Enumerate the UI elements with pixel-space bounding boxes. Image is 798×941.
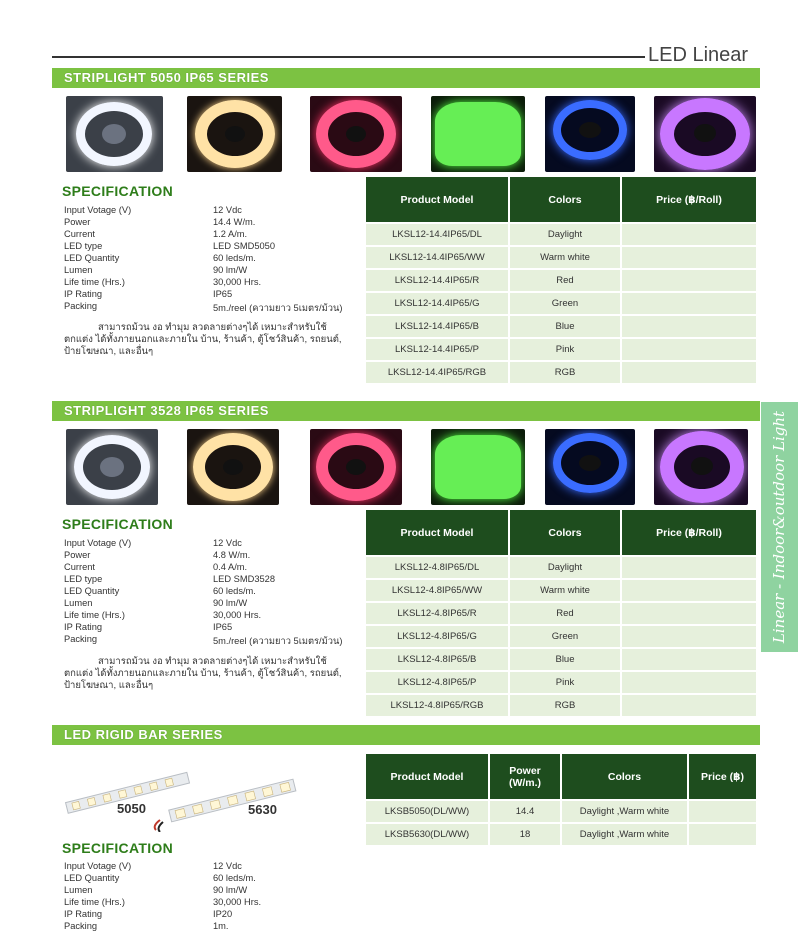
table-row: [366, 316, 756, 337]
spec-label: LED type: [64, 574, 103, 584]
table-cell: [622, 695, 756, 716]
table-cell: [622, 626, 756, 647]
table-cell: Pink: [510, 339, 620, 360]
description-3528: สามารถม้วน งอ ทำมุม ลวดลายต่างๆได้ เหมาะสำหรับใช้ตกแต่ง ได้ทั้งภายนอกและภายใน บ้าน, ร้านค้า, ตู้โชว์สินค้า, รถยนต์, ป้ายโฆษณา, และอื่นๆ: [64, 656, 342, 691]
table-cell: LKSB5050(DL/WW): [366, 801, 488, 822]
table-cell: Daylight ,Warm white: [562, 801, 687, 822]
table-cell: LKSL12-4.8IP65/WW: [366, 580, 508, 601]
strip-photo-red: [310, 429, 402, 505]
table-row: [366, 580, 756, 601]
spec-label: IP Rating: [64, 289, 103, 299]
table-cell: RGB: [510, 695, 620, 716]
strip-photo-blue: [545, 429, 635, 505]
table-cell: Warm white: [510, 580, 620, 601]
table-cell: LKSL12-14.4IP65/WW: [366, 247, 508, 268]
table-cell: [622, 603, 756, 624]
table-cell: Daylight: [510, 557, 620, 578]
col-header-power: Power (W/m.): [490, 754, 560, 799]
table-row: [366, 626, 756, 647]
spec-value: LED SMD5050: [213, 241, 276, 251]
table-header-row: [366, 177, 756, 222]
table-row: [366, 557, 756, 578]
spec-label: Input Votage (V): [64, 205, 132, 215]
page-title: LED Linear: [648, 44, 749, 66]
table-cell: LKSL12-4.8IP65/G: [366, 626, 508, 647]
col-header-colors: Colors: [510, 177, 620, 222]
spec-label: IP Rating: [64, 909, 103, 919]
table-cell: RGB: [510, 362, 620, 383]
table-cell: [622, 672, 756, 693]
spec-value: 1.2 A/m.: [213, 229, 248, 239]
table-row: [366, 672, 756, 693]
spec-value: 30,000 Hrs.: [213, 277, 262, 287]
table-cell: LKSL12-4.8IP65/B: [366, 649, 508, 670]
spec-label: LED Quantity: [64, 253, 120, 263]
table-row: [366, 293, 756, 314]
spec-value: 90 lm/W: [213, 265, 248, 275]
table-cell: [622, 339, 756, 360]
spec-value: 12 Vdc: [213, 538, 242, 548]
col-header-model: Product Model: [366, 510, 508, 555]
rigid-bar-label-5630: 5630: [248, 802, 277, 817]
table-cell: Pink: [510, 672, 620, 693]
spec-label: LED Quantity: [64, 586, 120, 596]
table-cell: LKSL12-14.4IP65/R: [366, 270, 508, 291]
spec-value: 0.4 A/m.: [213, 562, 248, 572]
strip-photo-blue: [545, 96, 635, 172]
spec-label: LED type: [64, 241, 103, 251]
strip-photo-pink: [654, 429, 748, 505]
spec-label: Life time (Hrs.): [64, 897, 125, 907]
spec-label: Current: [64, 229, 96, 239]
table-row: [366, 695, 756, 716]
table-cell: [622, 580, 756, 601]
section-banner-3528: STRIPLIGHT 3528 IP65 SERIES: [52, 401, 760, 421]
spec-value: 14.4 W/m.: [213, 217, 256, 227]
table-cell: Green: [510, 293, 620, 314]
table-cell: LKSL12-14.4IP65/DL: [366, 224, 508, 245]
table-cell: [622, 362, 756, 383]
spec-label: Power: [64, 550, 91, 560]
product-table-3528: [364, 508, 758, 718]
strip-photo-daylight: [66, 429, 158, 505]
col-header-price: Price (฿): [689, 754, 756, 799]
table-cell: LKSL12-14.4IP65/P: [366, 339, 508, 360]
spec-value: 90 lm/W: [213, 598, 248, 608]
strip-photo-green: [431, 96, 525, 172]
table-cell: [622, 293, 756, 314]
spec-value: IP20: [213, 909, 233, 919]
table-cell: [689, 824, 756, 845]
table-row: [366, 339, 756, 360]
table-cell: Daylight ,Warm white: [562, 824, 687, 845]
table-row: [366, 649, 756, 670]
spec-value: 30,000 Hrs.: [213, 610, 262, 620]
table-row: [366, 801, 756, 822]
spec-value: IP65: [213, 289, 233, 299]
table-cell: Blue: [510, 649, 620, 670]
spec-label: LED Quantity: [64, 873, 120, 883]
spec-value: 30,000 Hrs.: [213, 897, 262, 907]
table-cell: [622, 224, 756, 245]
table-row: [366, 270, 756, 291]
spec-label: Lumen: [64, 885, 93, 895]
col-header-price: Price (฿/Roll): [622, 177, 756, 222]
col-header-price: Price (฿/Roll): [622, 510, 756, 555]
table-cell: LKSL12-14.4IP65/B: [366, 316, 508, 337]
table-cell: LKSL12-4.8IP65/P: [366, 672, 508, 693]
spec-label: Input Votage (V): [64, 861, 132, 871]
product-table-rigid: [364, 752, 758, 847]
spec-value: 12 Vdc: [213, 205, 242, 215]
spec-label: Packing: [64, 634, 98, 644]
table-cell: Daylight: [510, 224, 620, 245]
table-cell: [622, 557, 756, 578]
spec-value: 12 Vdc: [213, 861, 242, 871]
table-cell: 18: [490, 824, 560, 845]
spec-label: Life time (Hrs.): [64, 610, 125, 620]
side-category-tab: [761, 402, 798, 652]
table-header-row: [366, 510, 756, 555]
product-table-5050: [364, 175, 758, 385]
table-cell: Blue: [510, 316, 620, 337]
spec-value: 5m./reel (ความยาว 5เมตร/ม้วน): [213, 303, 343, 313]
table-row: [366, 224, 756, 245]
table-cell: [622, 316, 756, 337]
spec-value: 5m./reel (ความยาว 5เมตร/ม้วน): [213, 636, 343, 646]
table-cell: [622, 270, 756, 291]
table-row: [366, 247, 756, 268]
side-category-label: Linear - Indoor&outdoor Light: [770, 410, 789, 644]
spec-title-3528: SPECIFICATION: [62, 516, 173, 532]
table-cell: [622, 649, 756, 670]
spec-title-5050: SPECIFICATION: [62, 183, 173, 199]
spec-value: 4.8 W/m.: [213, 550, 251, 560]
strip-photo-pink: [654, 96, 756, 172]
col-header-colors: Colors: [562, 754, 687, 799]
table-cell: LKSL12-4.8IP65/RGB: [366, 695, 508, 716]
spec-label: IP Rating: [64, 622, 103, 632]
spec-value: IP65: [213, 622, 233, 632]
spec-value: 60 leds/m.: [213, 873, 256, 883]
table-cell: 14.4: [490, 801, 560, 822]
rigid-bar-label-5050: 5050: [117, 801, 146, 816]
spec-label: Input Votage (V): [64, 538, 132, 548]
table-cell: LKSL12-14.4IP65/G: [366, 293, 508, 314]
section-banner-rigid-bar: LED RIGID BAR SERIES: [52, 725, 760, 745]
strip-photo-daylight: [66, 96, 163, 172]
spec-label: Power: [64, 217, 91, 227]
section-banner-5050: STRIPLIGHT 5050 IP65 SERIES: [52, 68, 760, 88]
table-cell: LKSL12-14.4IP65/RGB: [366, 362, 508, 383]
col-header-colors: Colors: [510, 510, 620, 555]
table-cell: Warm white: [510, 247, 620, 268]
spec-label: Lumen: [64, 598, 93, 608]
description-5050: สามารถม้วน งอ ทำมุม ลวดลายต่างๆได้ เหมาะสำหรับใช้ตกแต่ง ได้ทั้งภายนอกและภายใน บ้าน, ร้านค้า, ตู้โชว์สินค้า, รถยนต์, ป้ายโฆษณา, และอื่นๆ: [64, 322, 342, 357]
spec-label: Packing: [64, 921, 98, 931]
table-cell: [689, 801, 756, 822]
table-header-row: [366, 754, 756, 799]
table-cell: LKSL12-4.8IP65/R: [366, 603, 508, 624]
table-cell: LKSB5630(DL/WW): [366, 824, 488, 845]
spec-value: 60 leds/m.: [213, 586, 256, 596]
spec-label: Life time (Hrs.): [64, 277, 125, 287]
photo-strip-3528: [66, 429, 756, 507]
table-cell: LKSL12-4.8IP65/DL: [366, 557, 508, 578]
strip-photo-red: [310, 96, 402, 172]
table-row: [366, 362, 756, 383]
table-cell: Green: [510, 626, 620, 647]
table-cell: Red: [510, 603, 620, 624]
spec-value: LED SMD3528: [213, 574, 276, 584]
photo-strip-5050: [66, 96, 756, 174]
table-cell: [622, 247, 756, 268]
spec-title-rigid: SPECIFICATION: [62, 840, 173, 856]
strip-photo-warm-white: [187, 96, 282, 172]
strip-photo-warm-white: [187, 429, 279, 505]
table-row: [366, 824, 756, 845]
table-cell: Red: [510, 270, 620, 291]
spec-value: 90 lm/W: [213, 885, 248, 895]
rigid-bar-photo: [56, 750, 306, 832]
strip-photo-green: [431, 429, 525, 505]
spec-label: Packing: [64, 301, 98, 311]
table-row: [366, 603, 756, 624]
spec-value: 60 leds/m.: [213, 253, 256, 263]
spec-label: Current: [64, 562, 96, 572]
col-header-model: Product Model: [366, 177, 508, 222]
spec-label: Lumen: [64, 265, 93, 275]
header-rule: [52, 56, 645, 58]
col-header-model: Product Model: [366, 754, 488, 799]
spec-value: 1m.: [213, 921, 229, 931]
